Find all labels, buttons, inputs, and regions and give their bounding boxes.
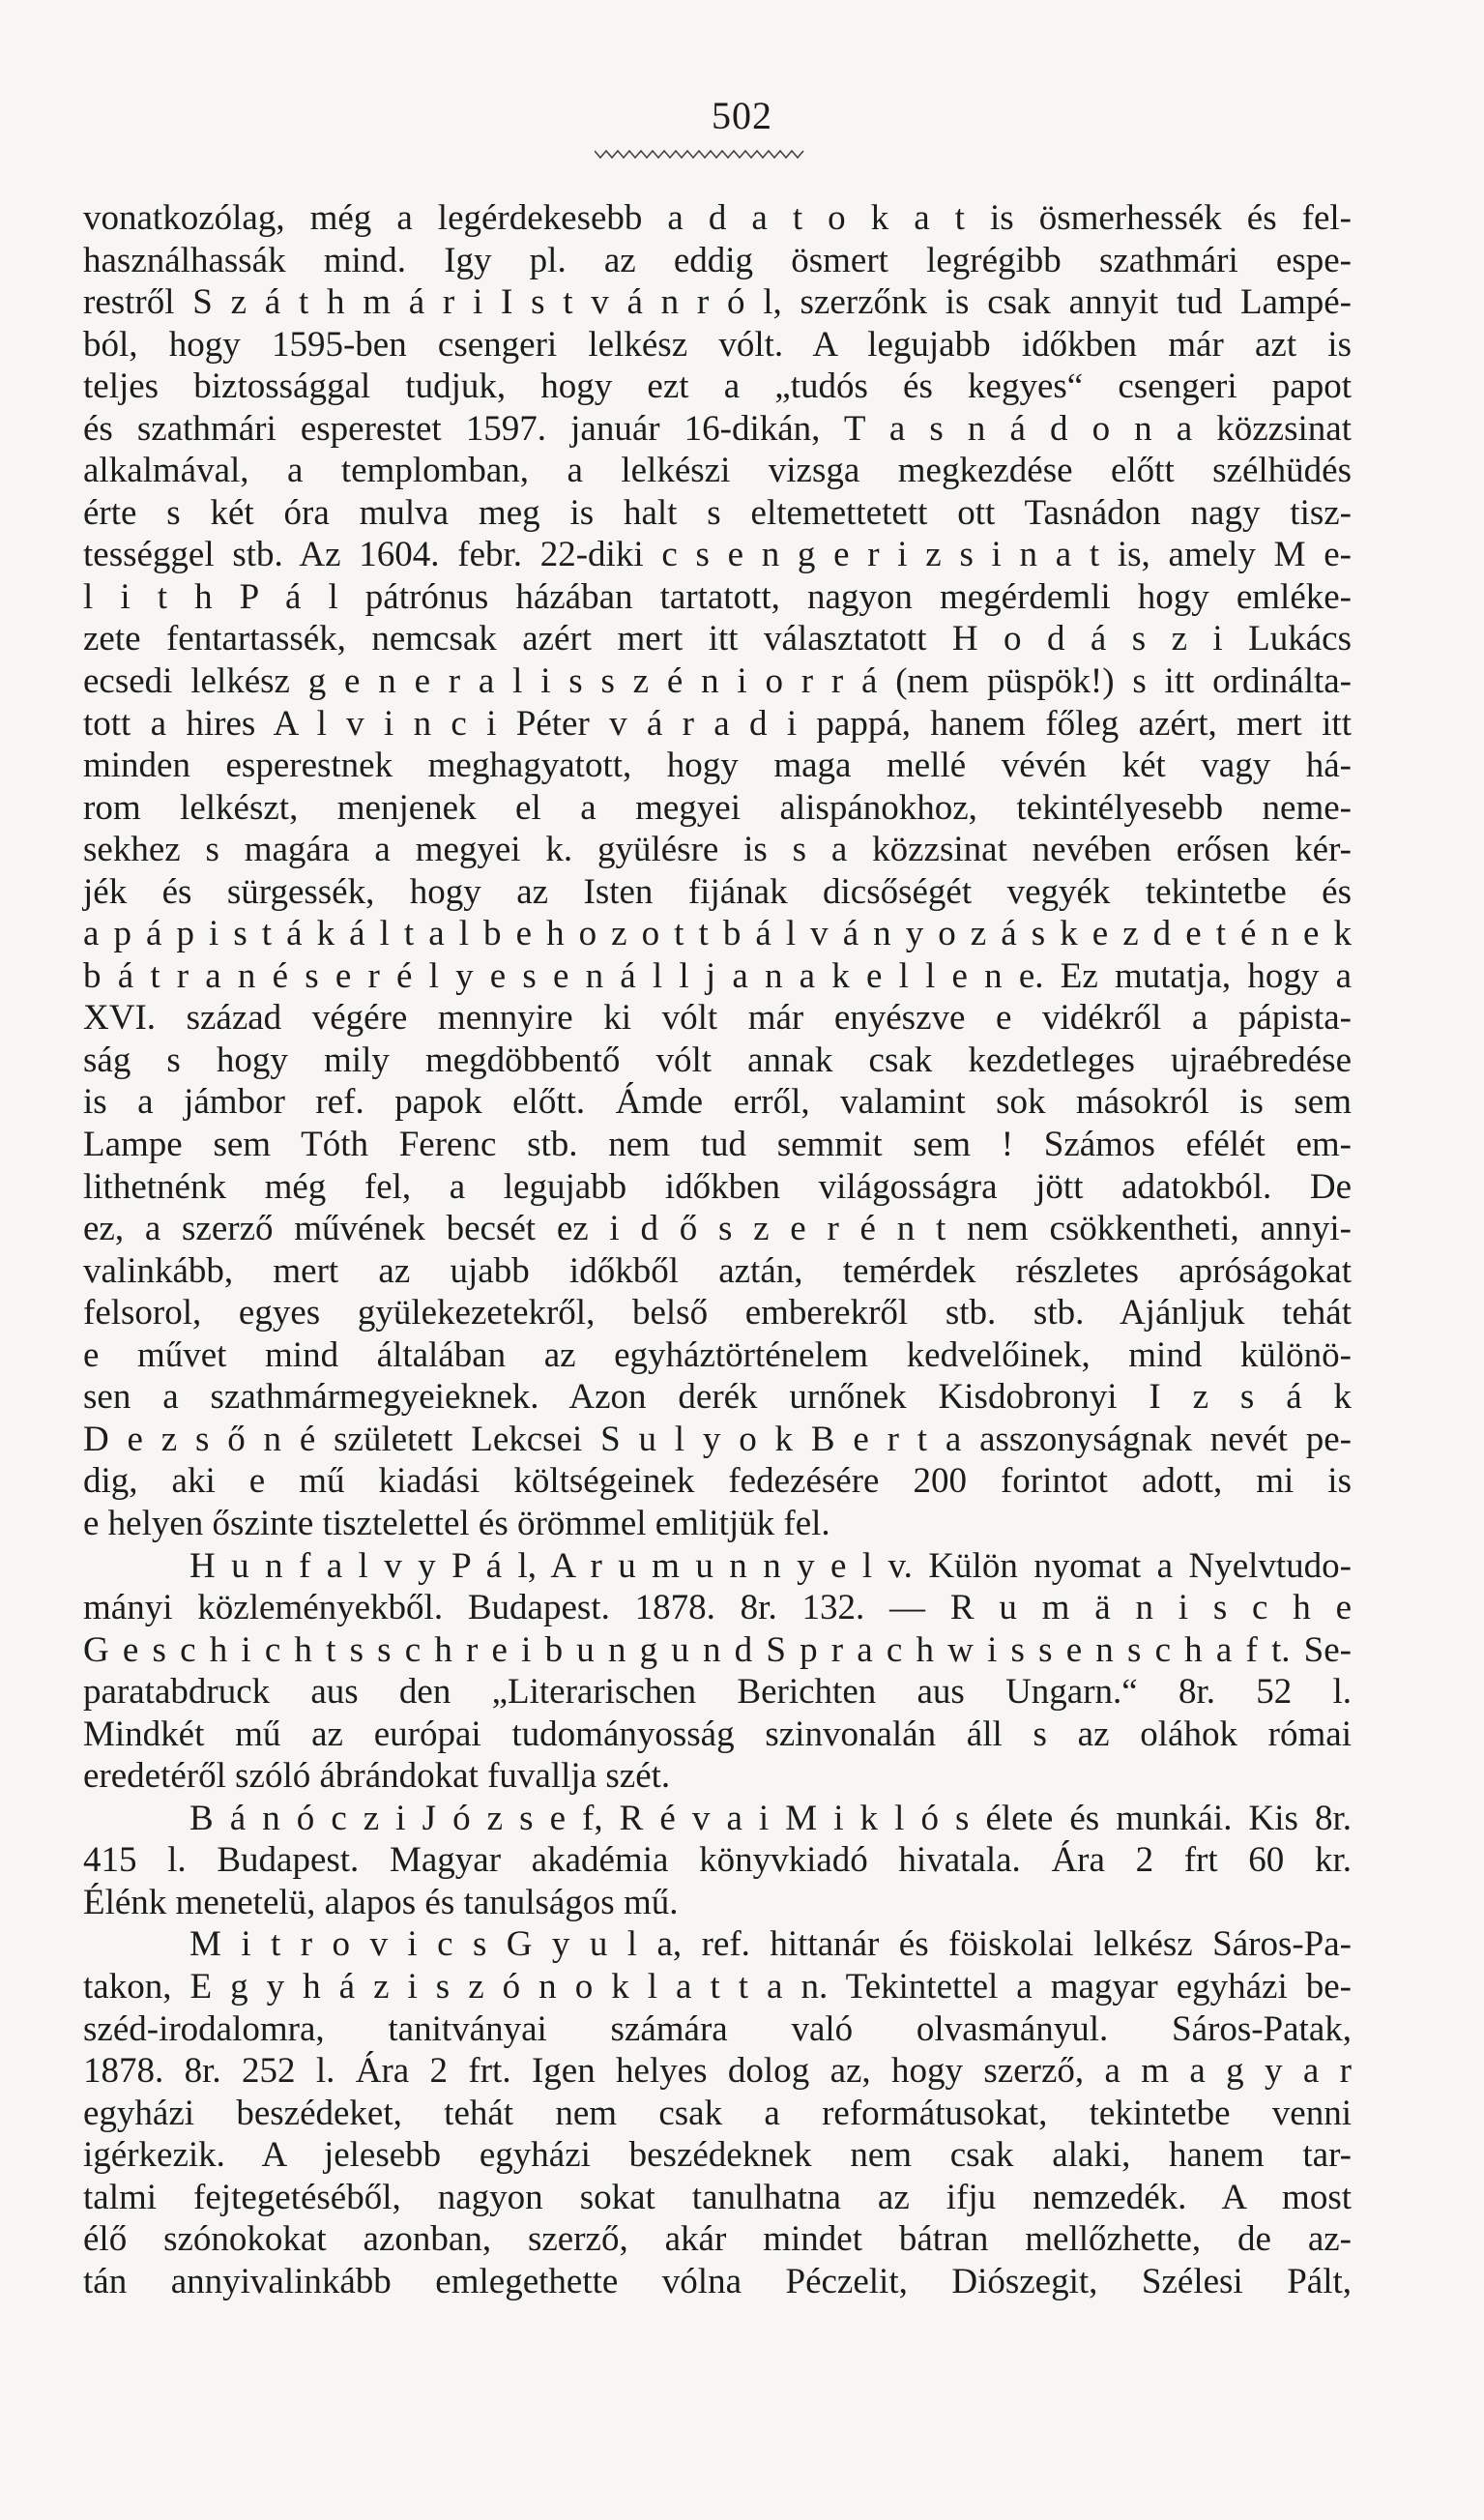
text-line: eredetéről szóló ábrándokat fuvallja szét. [83,1756,671,1797]
text-line: minden esperestnek meghagyatott, hogy maga mellé vévén két vagy há- [83,746,1352,786]
text-line: széd-irodalomra, tanitványai számára való olvasmányul. Sáros-Patak, [83,2008,1352,2049]
text-line: a p á p i s t á k á l t a l b e h o z o t t b á l v á n y o z á s k e z d e t é n e k [83,914,1352,954]
text-line: takon, E g y h á z i s z ó n o k l a t t a n. Tekintettel a magyar egyházi be- [83,1966,1352,2007]
text-line: teljes biztossággal tudjuk, hogy ezt a „tudós és kegyes“ csengeri papot [83,366,1352,407]
text-line: vonatkozólag, még a legérdekesebb a d a t o k a t is ösmerhessék és fel- [83,198,1352,238]
text-line: ság s hogy mily megdöbbentő vólt annak csak kezdetleges ujraébredése [83,1040,1352,1080]
text-line: paratabdruck aus den „Literarischen Berichten aus Ungarn.“ 8r. 52 l. [83,1672,1352,1713]
text-line: igérkezik. A jelesebb egyházi beszédeknek nem csak alaki, hanem tar- [83,2135,1352,2176]
text-line: alkalmával, a templomban, a lelkészi vizsga megkezdése előtt szélhüdés [83,451,1352,491]
text-line: e helyen őszinte tisztelettel és örömmel emlitjük fel. [83,1503,830,1543]
text-line: tességgel stb. Az 1604. febr. 22-diki c s e n g e r i z s i n a t is, amely M e- [83,535,1352,575]
text-line: Élénk menetelü, alapos és tanulságos mű. [83,1882,679,1922]
text-line: tott a hires A l v i n c i Péter v á r a d i pappá, hanem főleg azért, mert itt [83,703,1352,744]
text-line: ból, hogy 1595-ben csengeri lelkész vólt. A legujabb időkben már azt is [83,324,1352,365]
ornament-divider [595,147,807,161]
text-line: H u n f a l v y P á l, A r u m u n n y e l v. Külön nyomat a Nyelvtudo- [189,1545,1352,1586]
text-line: érte s két óra mulva meg is halt s eltemettetett ott Tasnádon nagy tisz- [83,492,1352,533]
text-line: D e z s ő n é született Lekcsei S u l y o k B e r t a asszonyságnak nevét pe- [83,1419,1352,1459]
text-line: ez, a szerző művének becsét ez i d ő s z e r é n t nem csökkentheti, annyi- [83,1209,1352,1249]
text-line: és szathmári esperestet 1597. január 16-dikán, T a s n á d o n a közzsinat [83,408,1352,449]
text-line: G e s c h i c h t s s c h r e i b u n g u n d S p r a c h w i s s e n s c h a f t. Se- [83,1629,1352,1670]
body-text [83,197,1352,2302]
text-line: B á n ó c z i J ó z s e f, R é v a i M i k l ó s élete és munkái. Kis 8r. [189,1798,1352,1838]
text-line: tán annyivalinkább emlegethette vólna Péczelit, Diószegit, Szélesi Pált, [83,2261,1352,2301]
text-line: 1878. 8r. 252 l. Ára 2 frt. Igen helyes dolog az, hogy szerző, a m a g y a r [83,2051,1352,2092]
text-line: ecsedi lelkész g e n e r a l i s s z é n i o r r á (nem püspök!) s itt ordináltа- [83,661,1352,702]
text-line: zete fentartassék, nemcsak azért mert itt választatott H o d á s z i Lukács [83,619,1352,659]
text-line: XVI. század végére mennyire ki vólt már enyészve e vidékről a pápista- [83,998,1352,1039]
text-line: jék és sürgessék, hogy az Isten fijának dicsőségét vegyék tekintetbe és [83,871,1352,912]
text-line: sekhez s magára a megyei k. gyülésre is s a közzsinat nevében erősen kér- [83,830,1352,870]
page-number: 502 [712,94,772,137]
text-line: b á t r a n é s e r é l y e s e n á l l j a n a k e l l e n e. Ez mutatja, hogy a [83,955,1352,996]
text-line: restről S z á t h m á r i I s t v á n r ó l, szerzőnk is csak annyit tud Lampé- [83,282,1352,323]
text-line: dig, aki e mű kiadási költségeinek fedezésére 200 forintot adott, mi is [83,1461,1352,1502]
text-line: használhassák mind. Igy pl. az eddig ösmert legrégibb szathmári espe- [83,240,1352,280]
text-line: is a jámbor ref. papok előtt. Ámde erről, valamint sok másokról is sem [83,1082,1352,1123]
text-line: l i t h P á l pátrónus házában tartatott, nagyon megérdemli hogy emléke- [83,576,1352,617]
text-line: M i t r o v i c s G y u l a, ref. hittanár és föiskolai lelkész Sáros-Pa- [189,1924,1352,1965]
text-line: felsorol, egyes gyülekezetekről, belső emberekről stb. stb. Ajánljuk tehát [83,1293,1352,1333]
text-line: Mindkét mű az európai tudományosság szinvonalán áll s az oláhok római [83,1714,1352,1754]
text-line: egyházi beszédeket, tehát nem csak a reformátusokat, tekintetbe venni [83,2093,1352,2133]
text-line: lithetnénk még fel, a legujabb időkben világosságra jött adatokból. De [83,1166,1352,1207]
text-line: sen a szathmármegyeieknek. Azon derék urnőnek Kisdobronyi I z s á k [83,1377,1352,1418]
text-line: 415 l. Budapest. Magyar akadémia könyvkiadó hivatala. Ára 2 frt 60 kr. [83,1840,1352,1881]
text-line: talmi fejtegetéséből, nagyon sokat tanulhatna az ifju nemzedék. A most [83,2177,1352,2217]
text-line: valinkább, mert az ujabb időkből aztán, temérdek részletes apróságokat [83,1250,1352,1291]
text-line: élő szónokokat azonban, szerző, akár mindet bátran mellőzhette, de az- [83,2219,1352,2260]
text-line: e művet mind általában az egyháztörténelem kedvelőinek, mind különö- [83,1334,1352,1375]
text-line: Lampe sem Tóth Ferenc stb. nem tud semmit sem ! Számos efélét em- [83,1125,1352,1165]
text-line: rom lelkészt, menjenek el a megyei alispánokhoz, tekintélyesebb neme- [83,787,1352,828]
text-line: mányi közleményekből. Budapest. 1878. 8r. 132. — R u m ä n i s c h e [83,1588,1352,1628]
